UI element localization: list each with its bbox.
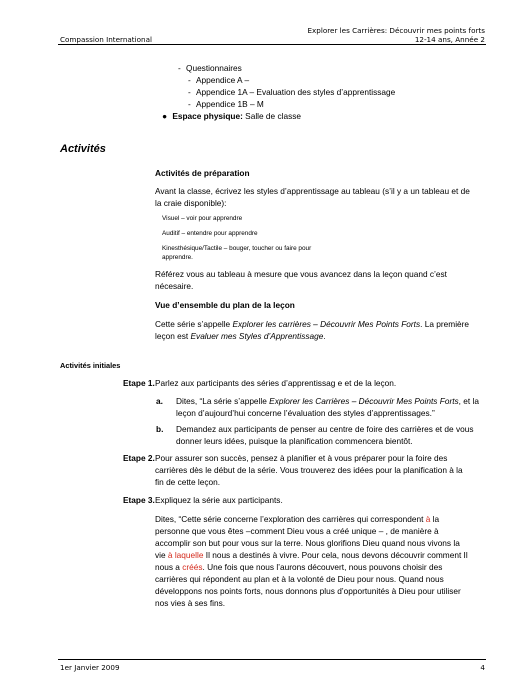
quote-highlight: créés — [182, 562, 203, 572]
item-b-label: b. — [156, 424, 164, 434]
quote-line: personne que vous êtes –comment Dieu vous a créé unique – , de manière à — [155, 526, 439, 536]
series-title-quote: Explorer les Carrières – Découvrir Mes Points Forts — [269, 396, 459, 406]
document-subtitle: 12-14 ans, Année 2 — [414, 35, 485, 44]
list-item-label: Appendice 1B – M — [196, 99, 264, 109]
item-a-label: a. — [156, 396, 163, 406]
refer-text-line: nécesaire. — [155, 281, 194, 291]
series-title: Explorer les carrières – Découvrir Mes Points Forts — [232, 319, 421, 329]
style-kinesthesique-line: Kinesthésique/Tactile – bouger, toucher ou faire pour — [162, 245, 312, 252]
lesson-title: Evaluer mes Styles d’Apprentissage — [190, 331, 324, 341]
quote-line: nos vies à ses fins. — [155, 598, 226, 608]
overview-line — [155, 318, 469, 330]
refer-text-line: Référez vous au tableau à mesure que vous avancez dans la leçon quand c’est — [155, 269, 447, 279]
list-item: - Questionnaires — [178, 63, 242, 73]
quote-span: nous a — [155, 562, 183, 572]
quote-line: accomplir son but pour vous sur la terre. Nous glorifions Dieu quand nous vivons la — [155, 538, 460, 548]
quote-highlight: à — [425, 514, 431, 524]
etape-2-text — [155, 452, 463, 488]
style-visuel: Visuel – voir pour apprendre — [162, 215, 243, 222]
section-title-activites: Activités — [60, 143, 106, 155]
etape-2-line: carrières dès le début de la série. Vous trouverez des idées pour la planification à la — [155, 465, 463, 475]
overview-text — [155, 318, 469, 342]
quote-paragraph — [155, 513, 468, 609]
etape-3-text: Expliquez la série aux participants. — [155, 495, 283, 505]
quote-span: . Une fois que nous l’aurons découvert, nous pouvons choisir des — [202, 562, 443, 572]
quote-span: Il nous a destinés à vivre. Pour cela, nous devons découvrir comment Il — [203, 550, 468, 560]
organization-name: Compassion International — [60, 35, 152, 44]
overview-span: leçon est — [155, 331, 191, 341]
quote-span: vie — [155, 550, 168, 560]
section-title-initiales: Activités initiales — [60, 361, 121, 370]
list-item: - Appendice 1B – M — [188, 99, 264, 109]
etape-1-text: Parlez aux participants des séries d’apprentissag e et de la leçon. — [155, 378, 397, 388]
item-a-text — [176, 395, 479, 419]
quote-span: Dites, “Cette série concerne l’exploration des carrières qui correspondent — [155, 514, 426, 524]
list-item-label: Appendice A – — [196, 75, 250, 85]
etape-2-label: Etape 2. — [123, 453, 155, 463]
list-item: - Appendice 1A – Evaluation des styles d’apprentissage — [188, 87, 396, 97]
overview-span: . — [323, 331, 326, 341]
item-a-line: leçon d’aujourd’hui concerne l’évaluation des styles d’apprentissages.” — [176, 408, 435, 418]
style-kinesthesique — [162, 244, 311, 262]
list-item-space — [162, 110, 301, 122]
overview-line — [155, 330, 469, 342]
bullet-icon: ● — [162, 111, 168, 121]
item-a-span: , et la — [458, 396, 479, 406]
header-divider — [58, 44, 486, 45]
item-b-line: Demandez aux participants de penser au centre de foire des carrières et de vous — [176, 424, 474, 434]
style-kinesthesique-line: apprendre. — [162, 254, 193, 261]
quote-line — [155, 513, 468, 525]
item-b-text — [176, 423, 473, 447]
refer-text — [155, 268, 447, 292]
document-title: Explorer les Carrières: Découvrir mes points forts — [307, 26, 485, 35]
prep-text — [155, 185, 470, 209]
quote-line: développons nos points forts, nous donnons plus d’opportunités à Dieu pour utiliser — [155, 586, 461, 596]
space-value: Salle de classe — [242, 111, 301, 121]
list-item: - Appendice A – — [188, 75, 250, 85]
overview-span: Cette série s’appelle — [155, 319, 233, 329]
prep-text-line: la craie disponible): — [155, 198, 227, 208]
style-auditif: Auditif – entendre pour apprendre — [162, 230, 258, 237]
list-item-label: Questionnaires — [186, 63, 242, 73]
etape-2-line: Pour assurer son succès, pensez à planifier et à vous préparer pour la foire des — [155, 453, 448, 463]
quote-line — [155, 549, 468, 561]
list-item-label: Appendice 1A – Evaluation des styles d’apprentissage — [196, 87, 396, 97]
quote-line: carrières qui répondent au plan et à la volonté de Dieu pour nous. Quand nous — [155, 574, 444, 584]
space-label: Espace physique: — [172, 111, 243, 121]
overview-span: . La première — [420, 319, 470, 329]
header-right — [307, 26, 485, 44]
quote-line — [155, 561, 468, 573]
page-number: 4 — [480, 663, 485, 672]
prep-heading: Activités de préparation — [155, 168, 250, 178]
etape-1-label: Etape 1. — [123, 378, 155, 388]
item-b-line: donner leurs idées, puisque la planification commencera bientôt. — [176, 436, 413, 446]
etape-3-label: Etape 3. — [123, 495, 155, 505]
footer-divider — [58, 659, 486, 660]
prep-text-line: Avant la classe, écrivez les styles d’apprentissage au tableau (s’il y a un tableau et de — [155, 186, 470, 196]
item-a-span: Dites, “La série s’appelle — [176, 396, 270, 406]
item-a-line — [176, 395, 479, 407]
overview-heading: Vue d’ensemble du plan de la leçon — [155, 300, 295, 310]
quote-span: la — [430, 514, 440, 524]
etape-2-line: fin de cette leçon. — [155, 477, 221, 487]
quote-highlight: à laquelle — [167, 550, 204, 560]
footer-date: 1er Janvier 2009 — [60, 663, 120, 672]
